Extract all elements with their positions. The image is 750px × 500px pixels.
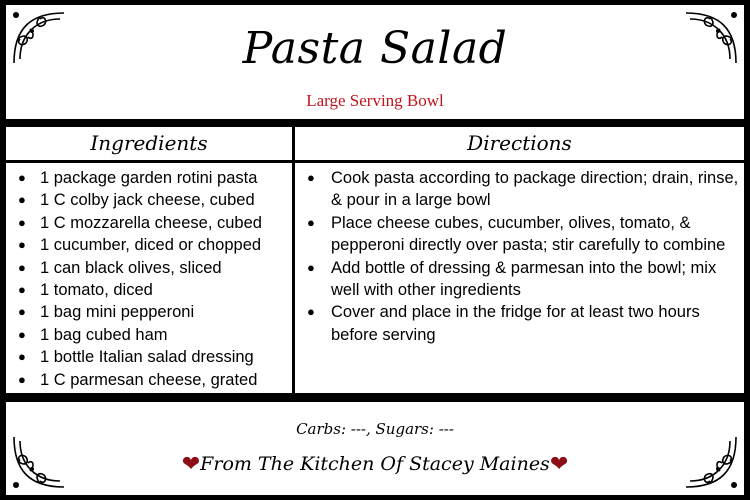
list-item: ● 1 package garden rotini pasta	[14, 167, 290, 189]
bullet-icon: ●	[307, 214, 315, 230]
list-item: ● Place cheese cubes, cucumber, olives, tomato, & pepperoni directly over pasta; stir carefully to combine	[307, 213, 726, 255]
list-item: ● 1 C parmesan cheese, grated	[14, 369, 290, 391]
bullet-icon: ●	[307, 304, 315, 320]
recipe-body	[6, 127, 744, 393]
header-panel	[6, 5, 744, 119]
list-item: ● 1 cucumber, diced or chopped	[14, 234, 290, 256]
list-item: ● 1 C mozzarella cheese, cubed	[14, 212, 290, 234]
bullet-icon: ●	[18, 371, 26, 387]
column-divider	[292, 127, 295, 393]
bullet-icon: ●	[18, 259, 26, 275]
nutrition-macros: Carbs: ---, Sugars: ---	[296, 420, 454, 438]
bullet-icon: ●	[18, 326, 26, 342]
list-item: ● Cook pasta according to package direction; drain, rinse, & pour in a large bowl	[307, 169, 739, 210]
bullet-icon: ●	[307, 259, 315, 275]
directions-list	[303, 167, 739, 346]
list-item: ● 1 bag mini pepperoni	[14, 301, 290, 323]
bullet-icon: ●	[18, 192, 26, 208]
list-item: ● 1 can black olives, sliced	[14, 257, 290, 279]
list-item: ● 1 bag cubed ham	[14, 324, 290, 346]
recipe-title: Pasta Salad	[242, 23, 508, 74]
ingredients-list	[14, 167, 290, 391]
list-item: ● Cover and place in the fridge for at least two hours before serving	[307, 303, 700, 344]
list-item: ● Add bottle of dressing & parmesan into the bowl; mix well with other ingredients	[307, 258, 717, 300]
list-item: ● 1 bottle Italian salad dressing	[14, 346, 290, 368]
bullet-icon: ●	[18, 282, 26, 298]
bullet-icon: ●	[18, 304, 26, 320]
bullet-icon: ●	[307, 170, 315, 185]
ingredients-heading: Ingredients	[6, 127, 292, 163]
list-item: ● 1 C colby jack cheese, cubed	[14, 189, 290, 211]
credit-text: From The Kitchen Of Stacey Maines	[200, 453, 550, 475]
bullet-icon: ●	[18, 214, 26, 230]
directions-heading: Directions	[295, 127, 744, 163]
heart-icon: ❤	[181, 452, 201, 477]
list-item: ● 1 tomato, diced	[14, 279, 290, 301]
footer-panel	[6, 402, 744, 495]
kitchen-credit	[6, 452, 744, 477]
heart-icon: ❤	[549, 452, 569, 477]
bullet-icon: ●	[18, 349, 26, 365]
recipe-subtitle: Large Serving Bowl	[306, 91, 444, 110]
bullet-icon: ●	[18, 237, 26, 253]
bullet-icon: ●	[18, 170, 26, 185]
